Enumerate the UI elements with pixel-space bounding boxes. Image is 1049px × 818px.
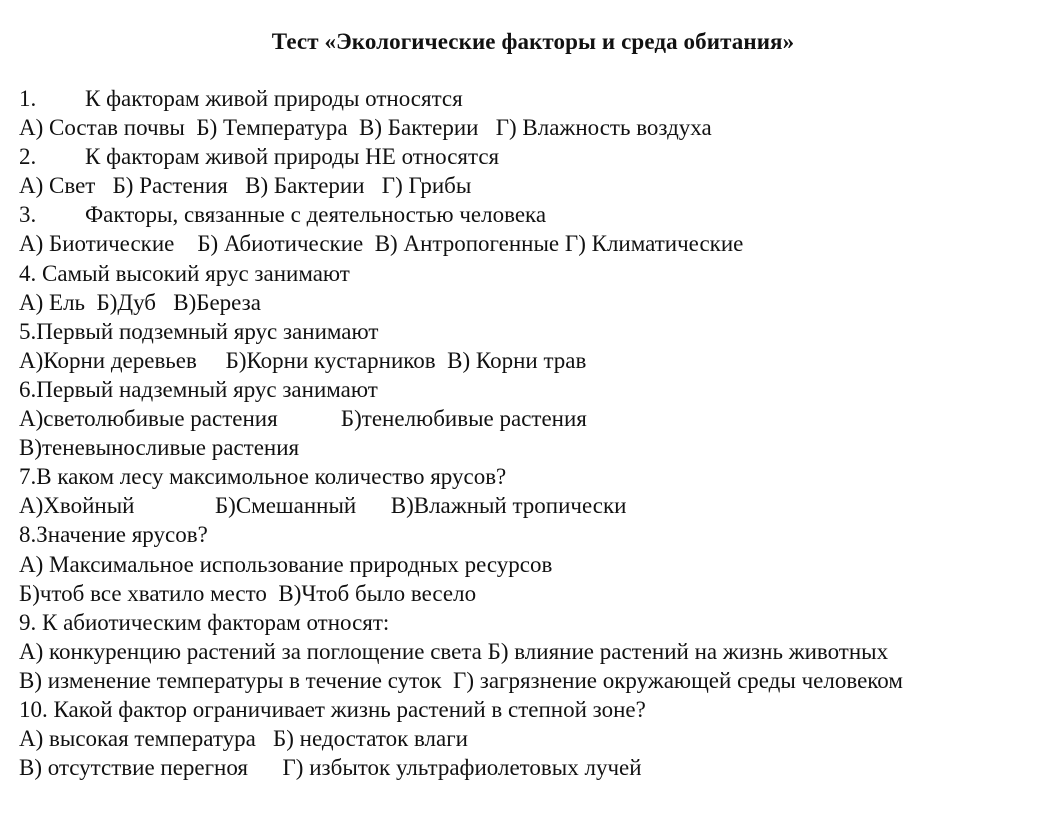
text-line xyxy=(19,608,1049,637)
line-text: 7.В каком лесу максимольное количество ярусов? xyxy=(19,464,507,490)
text-line xyxy=(19,724,1049,753)
line-text: 10. Какой фактор ограничивает жизнь растений в степной зоне? xyxy=(19,696,646,722)
text-line xyxy=(19,171,1049,200)
line-text: А) Свет Б) Растения В) Бактерии Г) Грибы xyxy=(19,173,472,199)
text-line xyxy=(19,259,1049,288)
line-text: А) Состав почвы Б) Температура В) Бактерии Г) Влажность воздуха xyxy=(19,115,712,141)
text-line xyxy=(19,346,1049,375)
text-line xyxy=(19,462,1049,491)
text-line xyxy=(19,317,1049,346)
question-number: 3. xyxy=(19,202,37,228)
line-text: Б)чтоб все хватило место В)Чтоб было весело xyxy=(19,580,477,606)
text-line xyxy=(19,375,1049,404)
document-body xyxy=(19,84,1049,782)
line-text: А) высокая температура Б) недостаток влаги xyxy=(19,726,468,752)
line-text: А) конкуренцию растений за поглощение света Б) влияние растений на жизнь животных xyxy=(19,638,889,664)
document-title: Тест «Экологические факторы и среда обитания» xyxy=(271,29,795,54)
line-text: 9. К абиотическим факторам относят: xyxy=(19,609,390,635)
text-line xyxy=(19,666,1049,695)
question-line xyxy=(19,200,1049,229)
line-text: 6.Первый надземный ярус занимают xyxy=(19,376,378,402)
text-line xyxy=(19,288,1049,317)
text-line xyxy=(19,550,1049,579)
text-line xyxy=(19,520,1049,549)
line-text: Факторы, связанные с деятельностью человека xyxy=(85,202,547,228)
line-text: В)теневыносливые растения xyxy=(19,435,300,461)
line-text: А) Ель Б)Дуб В)Береза xyxy=(19,289,261,315)
line-text: А) Биотические Б) Абиотические В) Антропогенные Г) Климатические xyxy=(19,231,744,257)
line-text: В) отсутствие перегноя Г) избыток ультрафиолетовых лучей xyxy=(19,755,642,781)
text-line xyxy=(19,491,1049,520)
text-line xyxy=(19,579,1049,608)
question-line xyxy=(19,142,1049,171)
line-text: А)Корни деревьев Б)Корни кустарников В) Корни трав xyxy=(19,347,587,373)
line-text: 4. Самый высокий ярус занимают xyxy=(19,260,350,286)
text-line xyxy=(19,404,1049,433)
text-line xyxy=(19,113,1049,142)
text-line xyxy=(19,637,1049,666)
question-number: 1. xyxy=(19,86,37,111)
line-text: К факторам живой природы относятся xyxy=(85,86,463,111)
line-text: А)светолюбивые растения Б)тенелюбивые растения xyxy=(19,406,587,432)
question-line xyxy=(19,84,1049,113)
text-line xyxy=(19,753,1049,782)
line-text: 5.Первый подземный ярус занимают xyxy=(19,318,379,344)
text-line xyxy=(19,433,1049,462)
text-line xyxy=(19,229,1049,258)
line-text: А) Максимальное использование природных ресурсов xyxy=(19,551,553,577)
line-text: А)Хвойный Б)Смешанный В)Влажный тропически xyxy=(19,493,627,519)
line-text: К факторам живой природы НЕ относятся xyxy=(85,144,500,170)
text-line xyxy=(19,695,1049,724)
line-text: 8.Значение ярусов? xyxy=(19,522,208,548)
line-text: В) изменение температуры в течение суток Г) загрязнение окружающей среды человеком xyxy=(19,667,903,693)
question-number: 2. xyxy=(19,144,37,170)
